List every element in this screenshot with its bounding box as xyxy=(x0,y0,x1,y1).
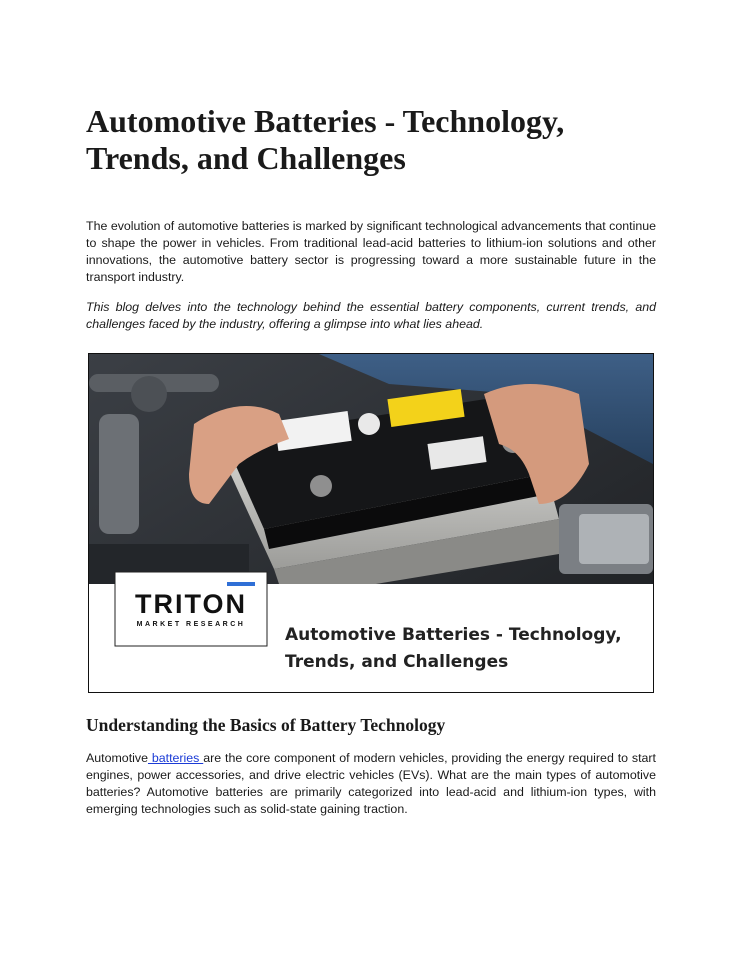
para-rest: are the core component of modern vehicles, providing the energy required to start engines, power accessories, and drive electric vehicles (EVs). What are the main types of automotive batteries? Automotive batteries are primarily categorized into lead-acid and lithium-ion types, with emerging technologies such as solid-state gaining traction. xyxy=(86,751,656,816)
triton-logo xyxy=(121,590,261,628)
page-title: Automotive Batteries - Technology, Trends, and Challenges xyxy=(86,103,565,176)
para-prefix: Automotive xyxy=(86,751,148,765)
banner-line-1: Automotive Batteries - Technology, xyxy=(285,625,622,645)
basics-paragraph xyxy=(86,750,656,818)
section-heading: Understanding the Basics of Battery Technology xyxy=(86,715,446,735)
intro-italic-paragraph: This blog delves into the technology behind the essential battery components, current trends, and challenges faced by the industry, offering a glimpse into what lies ahead. xyxy=(86,300,656,331)
intro-paragraph: The evolution of automotive batteries is marked by significant technological advancements that continue to shape the power in vehicles. From traditional lead-acid batteries to lithium-ion solutions and other innovations, the automotive battery sector is progressing toward a more sustainable future in the transport industry. xyxy=(86,219,656,284)
logo-subtext: MARKET RESEARCH xyxy=(136,621,246,628)
hero-banner-text xyxy=(285,622,622,676)
batteries-link[interactable]: batteries xyxy=(147,751,204,765)
logo-text: TRITON xyxy=(135,589,247,619)
banner-line-2: Trends, and Challenges xyxy=(285,652,509,672)
hero-image xyxy=(88,353,654,693)
